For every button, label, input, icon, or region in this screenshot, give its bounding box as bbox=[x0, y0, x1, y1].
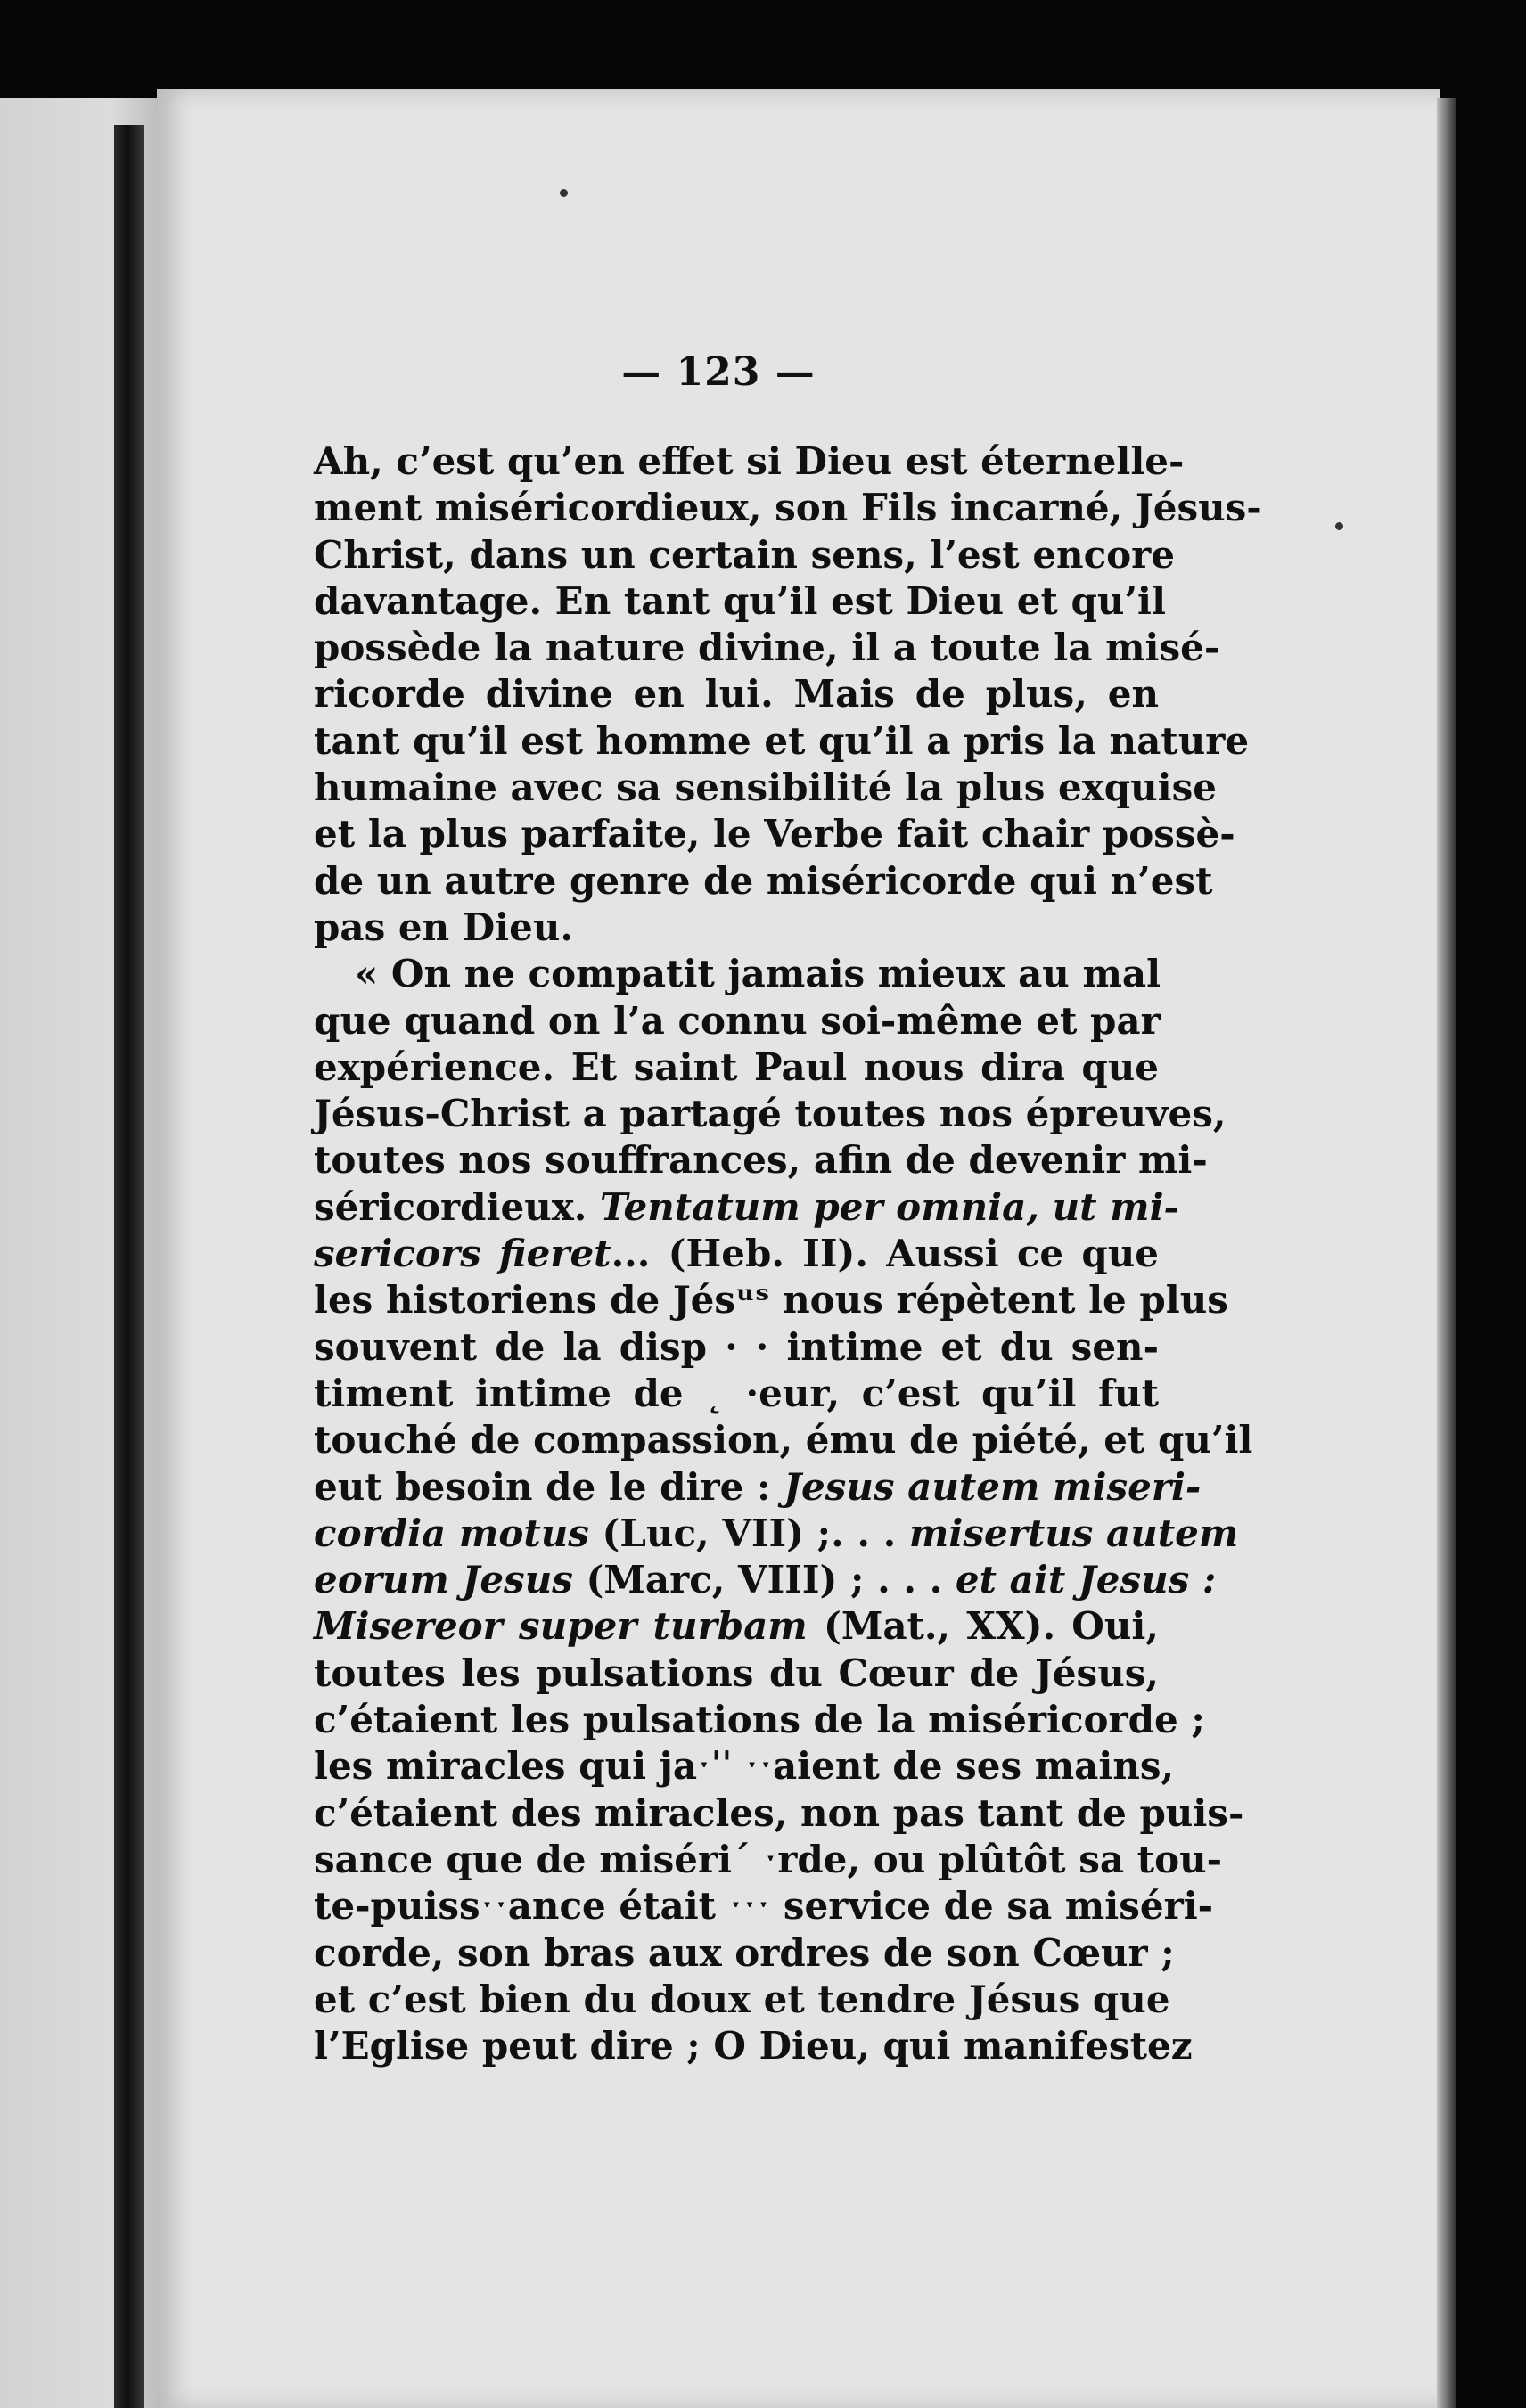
book-gutter-shadow bbox=[114, 125, 144, 2408]
text-segment: corde, son bras aux ordres de son Cœur ; bbox=[314, 1930, 1175, 1975]
text-segment: eut besoin de le dire : bbox=[314, 1464, 784, 1509]
text-segment: Ah, c’est qu’en effet si Dieu est éternelle- bbox=[314, 439, 1185, 483]
text-segment: aient de ses mains, bbox=[772, 1744, 1175, 1789]
italic-latin-text: cordia motus bbox=[314, 1511, 589, 1555]
text-line bbox=[314, 998, 1159, 1044]
text-segment: et la plus parfaite, le Verbe fait chair possè- bbox=[314, 812, 1235, 856]
text-line bbox=[314, 1883, 1214, 1929]
italic-latin-text: Tentatum per omnia, ut mi- bbox=[600, 1184, 1179, 1229]
text-line bbox=[314, 1184, 1179, 1231]
text-segment: te-puiss bbox=[314, 1884, 480, 1929]
text-segment: de un autre genre de miséricorde qui n’est bbox=[314, 858, 1213, 903]
text-segment: souvent de la disp bbox=[314, 1324, 708, 1369]
text-line bbox=[314, 1371, 1159, 1417]
text-line bbox=[314, 485, 1262, 531]
text-segment: intime et du sen- bbox=[768, 1324, 1160, 1369]
italic-latin-text: sericors fieret bbox=[314, 1232, 611, 1276]
text-line bbox=[314, 811, 1235, 857]
italic-latin-text: Misereor super turbam bbox=[314, 1604, 808, 1649]
text-segment: ˛ · bbox=[683, 1371, 759, 1415]
text-line bbox=[314, 2023, 1193, 2069]
text-segment: sance que de miséri bbox=[314, 1837, 733, 1881]
text-line bbox=[314, 1464, 1202, 1511]
text-segment: ˊ ˑ bbox=[732, 1837, 778, 1881]
text-segment: séricordieux. bbox=[314, 1184, 601, 1229]
text-line bbox=[314, 671, 1159, 717]
text-line bbox=[314, 625, 1220, 671]
text-line bbox=[314, 1324, 1159, 1371]
text-line bbox=[314, 438, 1185, 485]
text-line bbox=[314, 858, 1213, 905]
text-segment: Christ, dans un certain sens, l’est encore bbox=[314, 532, 1176, 577]
text-segment: (Marc, VIII) ; . . . bbox=[572, 1558, 956, 1602]
text-segment: ance était bbox=[507, 1884, 729, 1929]
text-segment: ricorde divine en lui. Mais de plus, en bbox=[314, 672, 1159, 717]
page-number: — 123 — bbox=[621, 349, 816, 395]
text-line bbox=[314, 1231, 1159, 1277]
text-line bbox=[314, 1044, 1159, 1091]
text-segment: toutes les pulsations du Cœur de Jésus, bbox=[314, 1650, 1159, 1695]
text-segment: touché de compassion, ému de piété, et qu’il bbox=[314, 1418, 1253, 1462]
speck-mark bbox=[560, 189, 568, 197]
text-segment: que quand on l’a connu soi-même et par bbox=[314, 998, 1161, 1043]
text-segment: ᵘˢ bbox=[735, 1278, 770, 1323]
text-segment: eur, c’est qu’il fut bbox=[759, 1371, 1159, 1415]
text-segment: tant qu’il est homme et qu’il a pris la nature bbox=[314, 718, 1250, 763]
text-segment: · · bbox=[707, 1324, 769, 1369]
body-text bbox=[314, 438, 1262, 2069]
text-segment: c’étaient des miracles, non pas tant de puis- bbox=[314, 1790, 1244, 1835]
text-line bbox=[314, 1743, 1175, 1790]
text-segment: davantage. En tant qu’il est Dieu et qu’il bbox=[314, 578, 1166, 623]
text-segment: humaine avec sa sensibilité la plus exquise bbox=[314, 766, 1217, 810]
text-segment: timent intime de bbox=[314, 1371, 684, 1415]
text-segment: l’Eglise peut dire ; O Dieu, qui manifestez bbox=[314, 2024, 1193, 2068]
speck-mark bbox=[1335, 522, 1343, 530]
text-line bbox=[314, 1790, 1244, 1837]
text-segment: ment miséricordieux, son Fils incarné, Jésus- bbox=[314, 486, 1262, 530]
text-segment: les miracles qui ja bbox=[314, 1744, 698, 1789]
text-line bbox=[314, 578, 1166, 625]
text-line bbox=[314, 1930, 1175, 1977]
text-segment: toutes nos souffrances, afin de devenir mi- bbox=[314, 1138, 1208, 1183]
text-segment: ˑˈˈ ˑˑ bbox=[697, 1744, 773, 1789]
text-segment: « On ne compatit jamais mieux au mal bbox=[355, 952, 1161, 996]
page-right-edge bbox=[1437, 98, 1456, 2408]
text-line bbox=[314, 1417, 1253, 1463]
text-line bbox=[314, 1511, 1239, 1557]
text-segment: nous répètent le plus bbox=[769, 1278, 1228, 1323]
italic-latin-text: Jesus autem miseri- bbox=[784, 1464, 1202, 1509]
text-segment: (Mat., XX). Oui, bbox=[807, 1604, 1159, 1649]
text-line bbox=[314, 718, 1250, 765]
text-segment: ... (Heb. II). Aussi ce que bbox=[611, 1232, 1159, 1276]
text-segment: (Luc, VII) ;. . . bbox=[588, 1511, 909, 1555]
text-line bbox=[314, 1977, 1170, 2023]
text-line bbox=[314, 1557, 1217, 1603]
text-line bbox=[314, 1697, 1205, 1743]
text-line bbox=[314, 532, 1176, 578]
italic-latin-text: misertus autem bbox=[908, 1511, 1239, 1555]
text-segment: expérience. Et saint Paul nous dira que bbox=[314, 1044, 1159, 1089]
text-line bbox=[314, 1603, 1159, 1650]
text-segment: ˑˑˑ bbox=[728, 1884, 771, 1929]
text-segment: pas en Dieu. bbox=[314, 905, 573, 949]
text-segment: c’étaient les pulsations de la miséricorde ; bbox=[314, 1698, 1205, 1742]
italic-latin-text: et ait Jesus : bbox=[955, 1558, 1217, 1602]
text-line bbox=[314, 1091, 1227, 1137]
text-segment: ˑˑ bbox=[480, 1884, 508, 1929]
text-segment: service de sa miséri- bbox=[770, 1884, 1214, 1929]
text-line bbox=[314, 765, 1217, 811]
italic-latin-text: eorum Jesus bbox=[314, 1558, 573, 1602]
text-segment: et c’est bien du doux et tendre Jésus que bbox=[314, 1977, 1170, 2021]
text-segment: les historiens de Jés bbox=[314, 1278, 736, 1323]
text-line bbox=[314, 1837, 1223, 1883]
text-segment: rde, ou plûtôt sa tou- bbox=[777, 1837, 1223, 1881]
text-segment: possède la nature divine, il a toute la misé- bbox=[314, 626, 1220, 670]
text-line bbox=[314, 1137, 1208, 1184]
text-line bbox=[314, 951, 1159, 997]
text-line bbox=[314, 905, 1159, 951]
text-line bbox=[314, 1650, 1159, 1697]
text-segment: Jésus-Christ a partagé toutes nos épreuves, bbox=[314, 1092, 1227, 1136]
text-line bbox=[314, 1277, 1228, 1323]
